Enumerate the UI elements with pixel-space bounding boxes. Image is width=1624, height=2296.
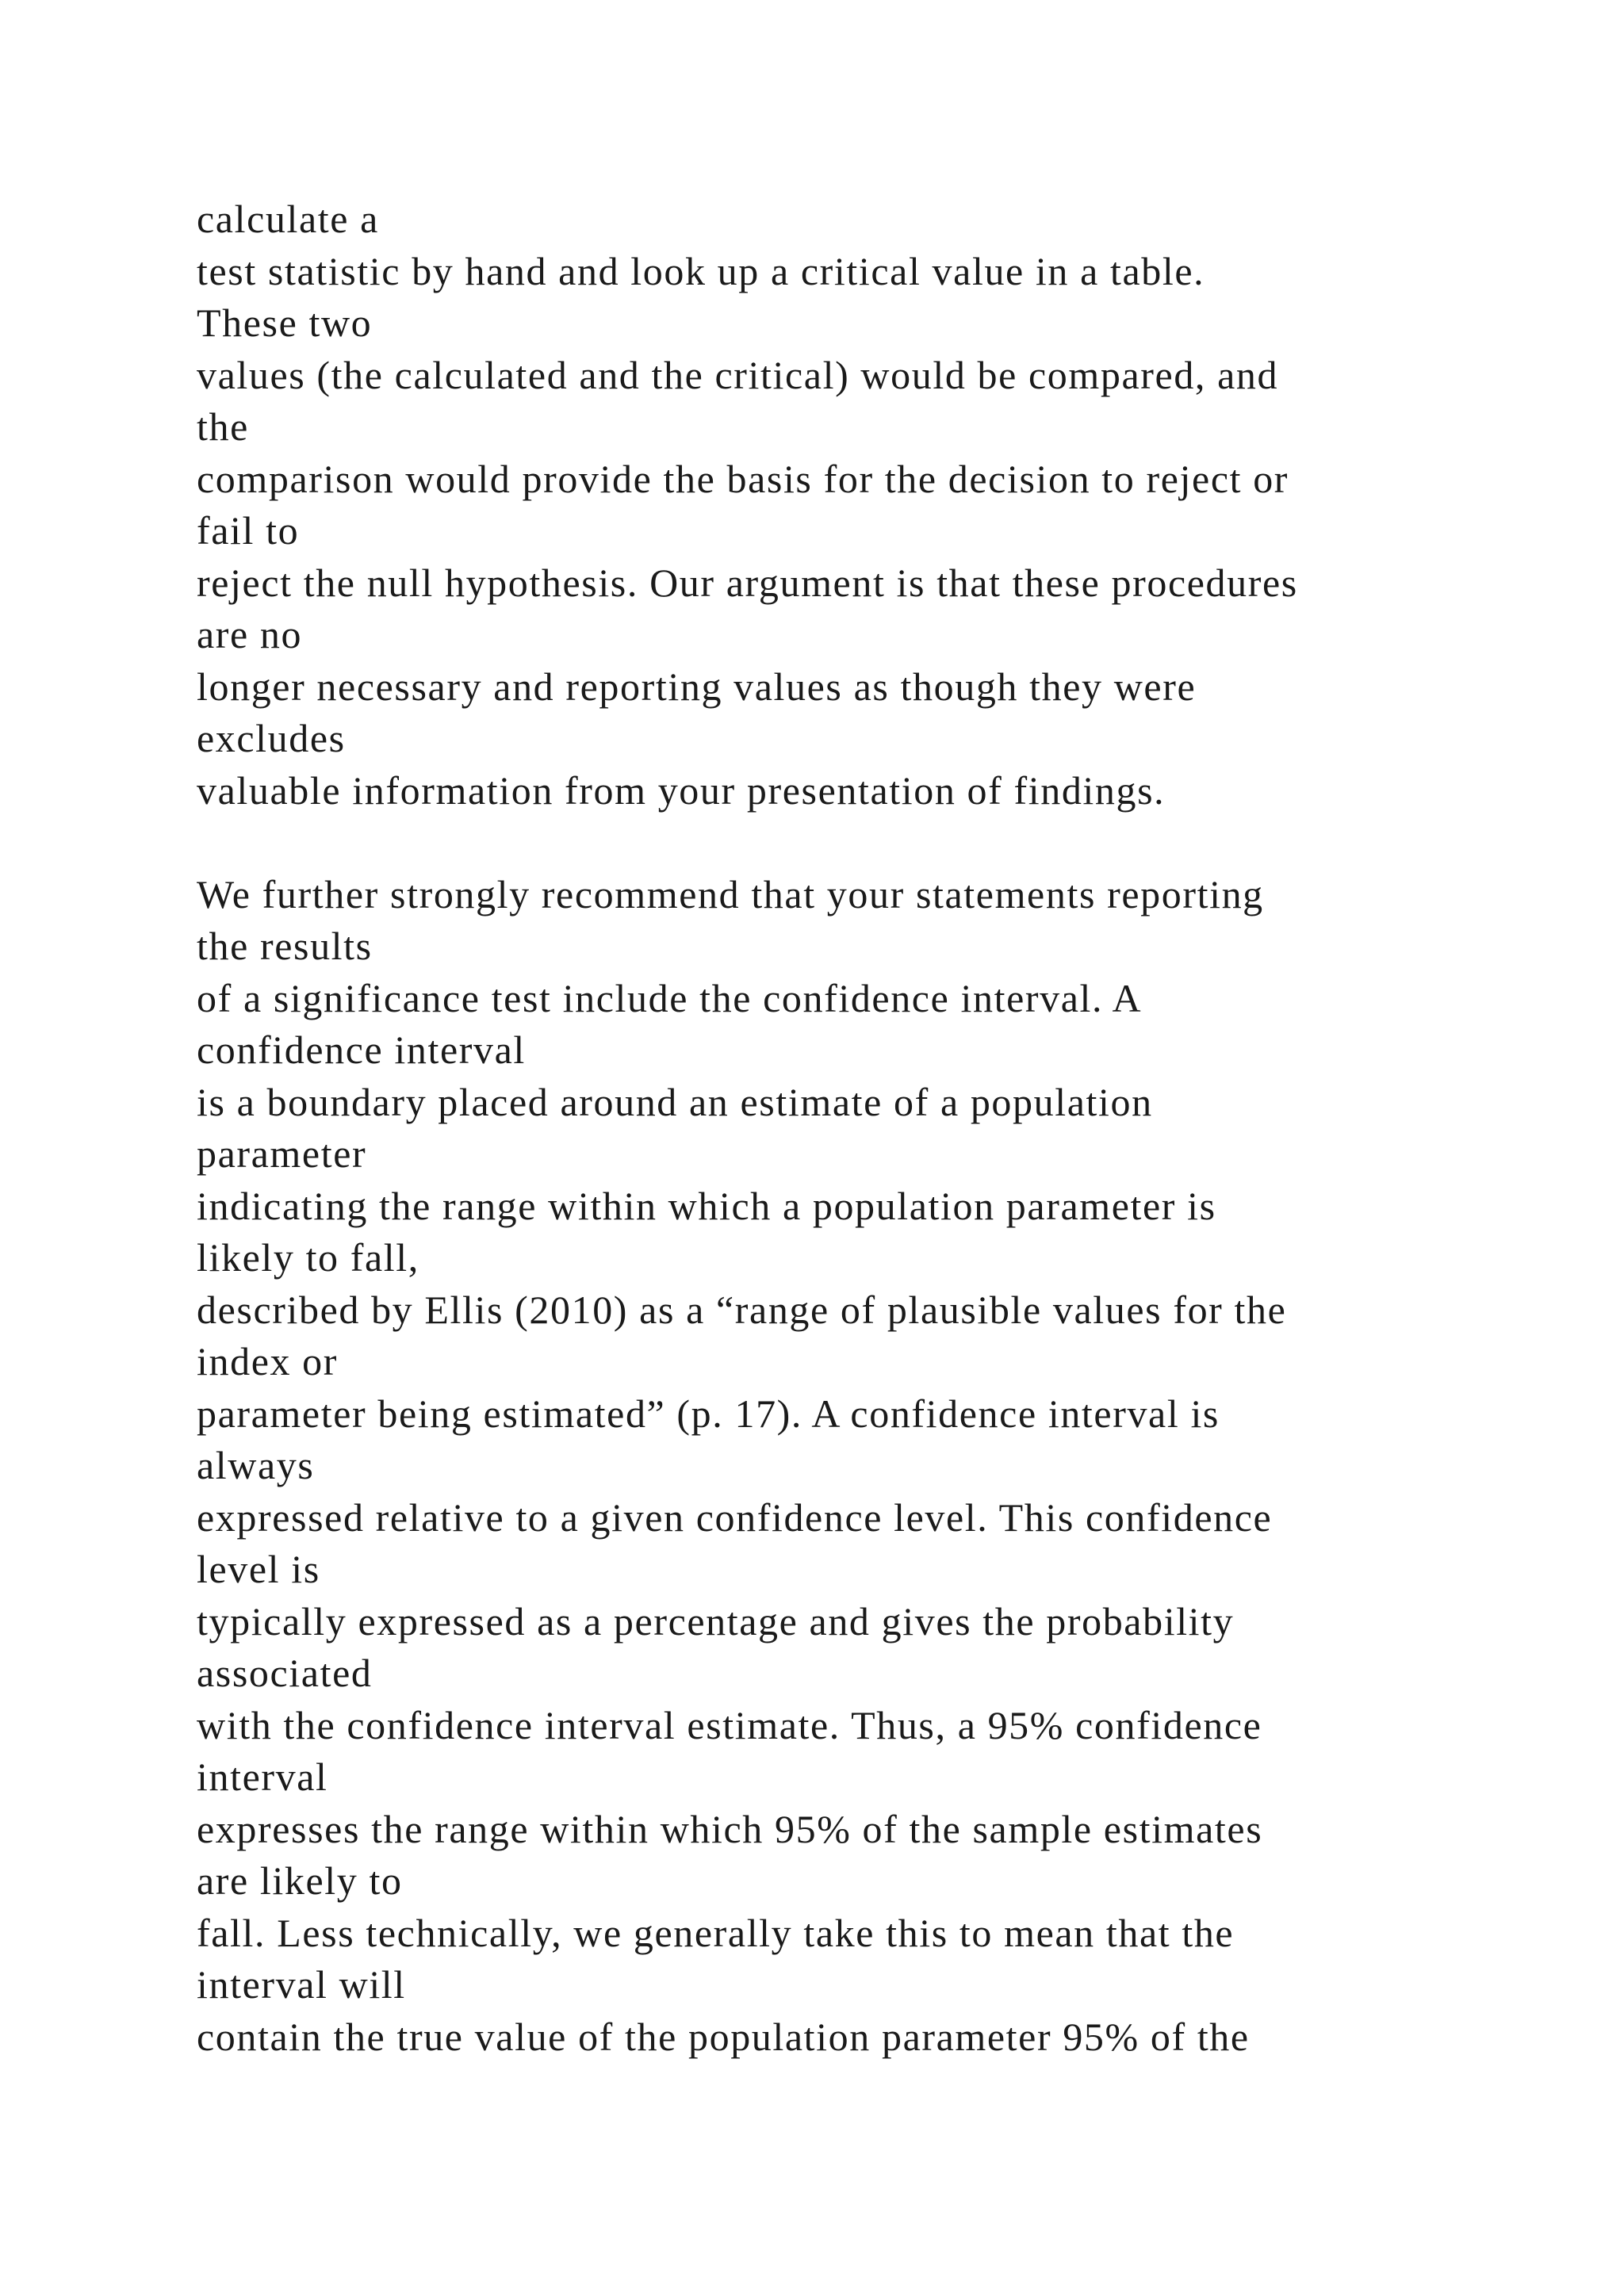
text-line: likely to fall,	[197, 1235, 419, 1280]
text-line: described by Ellis (2010) as a “range of plausible values for the	[197, 1287, 1287, 1332]
paragraph-1	[197, 193, 1545, 817]
text-line: We further strongly recommend that your statements reporting	[197, 871, 1264, 916]
text-line: reject the null hypothesis. Our argument is that these procedures	[197, 560, 1298, 605]
text-line: parameter	[197, 1131, 367, 1176]
text-line: confidence interval	[197, 1027, 526, 1072]
text-line: valuable information from your presentation of findings.	[197, 767, 1166, 813]
text-line: excludes	[197, 716, 346, 760]
text-line: are likely to	[197, 1858, 403, 1903]
text-line: calculate a	[197, 197, 379, 241]
text-line: expresses the range within which 95% of the sample estimates	[197, 1806, 1263, 1851]
text-line: interval will	[197, 1962, 406, 2007]
text-line: longer necessary and reporting values as though they were	[197, 664, 1197, 709]
text-line: the	[197, 404, 249, 449]
document-body	[197, 193, 1545, 2063]
text-line: typically expressed as a percentage and gives the probability	[197, 1598, 1235, 1644]
text-line: test statistic by hand and look up a critical value in a table.	[197, 248, 1205, 293]
text-line: always	[197, 1443, 315, 1487]
paragraph-spacer	[197, 817, 1545, 869]
paragraph-2	[197, 869, 1545, 2064]
text-line: These two	[197, 300, 373, 345]
text-line: fall. Less technically, we generally take this to mean that the	[197, 1910, 1235, 1955]
text-line: expressed relative to a given confidence level. This confidence	[197, 1494, 1273, 1540]
text-line: associated	[197, 1651, 373, 1695]
text-line: interval	[197, 1755, 328, 1799]
text-line: indicating the range within which a population parameter is	[197, 1183, 1216, 1228]
text-line: is a boundary placed around an estimate of a population	[197, 1079, 1153, 1124]
text-line: values (the calculated and the critical) would be compared, and	[197, 352, 1279, 397]
text-line: parameter being estimated” (p. 17). A confidence interval is	[197, 1391, 1220, 1436]
text-line: contain the true value of the population parameter 95% of the	[197, 2014, 1250, 2059]
text-line: are no	[197, 612, 303, 656]
text-line: level is	[197, 1547, 320, 1591]
text-line: index or	[197, 1339, 339, 1383]
text-line: with the confidence interval estimate. Thus, a 95% confidence	[197, 1702, 1262, 1747]
text-line: of a significance test include the confidence interval. A	[197, 975, 1143, 1020]
text-line: fail to	[197, 508, 300, 553]
text-line: the results	[197, 924, 373, 968]
text-line: comparison would provide the basis for the decision to reject or	[197, 456, 1289, 501]
